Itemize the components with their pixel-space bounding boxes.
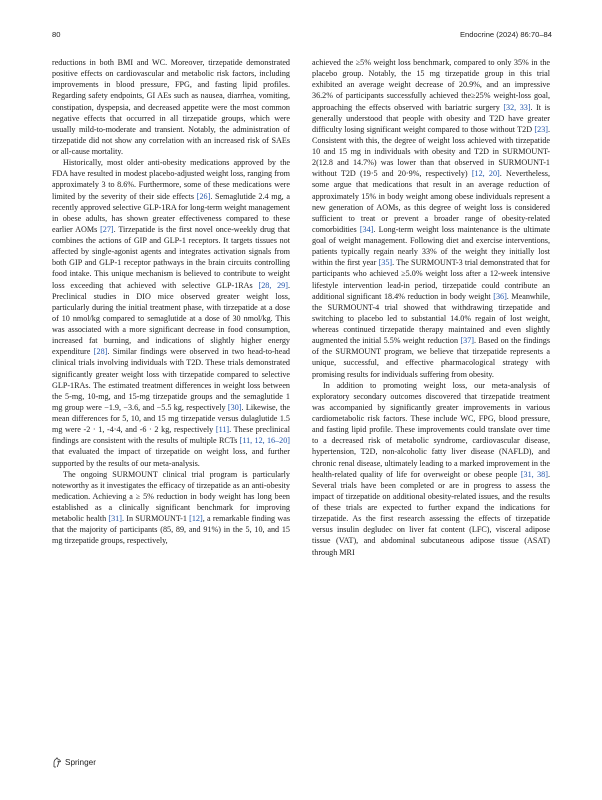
citation-link[interactable]: [26]	[196, 191, 211, 201]
citation-link[interactable]: [23]	[534, 124, 548, 134]
citation-link[interactable]: [11, 12, 16–20]	[239, 436, 291, 446]
left-text-column	[52, 57, 290, 547]
citation-link[interactable]: [11]	[215, 425, 230, 435]
paragraph	[312, 380, 550, 558]
body-text: . Long-term weight loss maintenance is the ultimate goal of weight management. Following diet and exercise interventions, patients typically regain nearly 33% of the weight they initially lost within the first year	[312, 224, 551, 268]
body-text: . Semaglutide 2.4 mg, a recently approved selective GLP-1RA for long-term weight management in obese adults, has shown greater effectiveness compared to these earlier AOMs	[52, 191, 290, 234]
body-text: . Meanwhile, the SURMOUNT-4 trial showed that withdrawing tirzepatide and switching to placebo led to substantial 14.0% regain of lost weight, whereas continued tirzepatide therapy maintained and even slightly augmented the initial 5.5% weight reduction	[312, 291, 550, 346]
page-footer	[52, 757, 96, 768]
citation-link[interactable]: [27]	[100, 224, 114, 234]
citation-link[interactable]: [37]	[460, 336, 474, 346]
publisher-name: Springer	[65, 758, 96, 767]
body-text: achieved the ≥5% weight loss benchmark, compared to only 35% in the placebo group. Notably, the 15 mg tirzepatide group in this trial exhibited an average weight decrease of 20.9%, and an impressive 36.2% of participants successfully achieved the≥25% weight-loss goal, approaching the effects observed with bariatric surgery	[312, 58, 550, 112]
body-text: reductions in both BMI and WC. Moreover, tirzepatide demonstrated positive effects on cardiovascular and metabolic risk factors, including improvements in blood pressure, FPG, and fasting lipid profiles. Regarding safety endpoints, GI AEs such as nausea, diarrhea, vomiting, constipation, dyspepsia, and decreased appetite were the most common negative effects that occurred in all tirzepatide groups, which were usually mild-to-moderate and transient. Notably, the administration of tirzepatide did not show any correlation with an increased risk of SAEs or all-cause mortality.	[52, 58, 290, 156]
paragraph	[52, 57, 290, 157]
body-text: The ongoing SURMOUNT clinical trial program is particularly noteworthy as it investigates the efficacy of tirzepatide as an anti-obesity medication. Achieving a ≥ 5% reduction in body weight has long been established as a clinically significant benchmark for improving metabolic health	[52, 469, 290, 524]
body-text: . Tirzepatide is the first novel once-weekly drug that combines the actions of GIP and GLP-1 receptors. It targets tissues not affected by single-agonist agents and integrates activation signals from both GIP and GLP-1 receptor pathways in the brain circuits controlling food intake. This unique mechanism is believed to contribute to weight loss exceeding that achieved with selective GLP-1RAs	[52, 224, 290, 290]
citation-link[interactable]: [35]	[378, 258, 393, 268]
citation-link[interactable]: [36]	[493, 291, 507, 301]
springer-horse-icon	[52, 757, 62, 768]
paragraph	[52, 469, 290, 547]
journal-reference: Endocrine (2024) 86:70–84	[459, 30, 552, 39]
body-text: . Likewise, the mean differences for 5, 10, and 15 mg tirzepatide versus dulaglutide 1.5 mg were -2 · 1, -4·4, and -6 · 2 kg, respectively	[52, 402, 290, 435]
right-text-column	[312, 57, 550, 558]
citation-link[interactable]: [28]	[93, 347, 108, 357]
body-text: that evaluated the impact of tirzepatide on weight loss, and further supported by the results of our meta-analysis.	[52, 447, 290, 468]
body-text: , a remarkable finding was that the majority of participants (85, 89, and 91%) in the 5, 10, and 15 mg tirzepatide groups, respectively,	[52, 514, 290, 546]
body-text: . It is generally understood that people with obesity and T2D have greater difficulty losing significant weight compared to those without T2D	[312, 102, 550, 134]
citation-link[interactable]: [34]	[359, 224, 374, 234]
citation-link[interactable]: [28, 29]	[258, 280, 288, 290]
body-text: . Nevertheless, some argue that medications that result in an average reduction of approximately 15% in body weight among obese individuals represent a new generation of AOMs, as this degree of weight loss is considered sufficient to treat or prevent a broader range of obesity-related comorbidities	[312, 169, 550, 234]
citation-link[interactable]: [12, 20]	[471, 169, 500, 179]
body-text: . Similar findings were observed in two head-to-head clinical trials involving individuals with T2D. These trials demonstrated significantly greater weight loss with tirzepatide compared to selective GLP-1RAs. The estimated treatment differences in weight loss between the 5-mg, 10-mg, and 15-mg tirzepatide groups and the semaglutide 1 mg group were −1.9, −3.6, and −5.5 kg, respectively	[52, 347, 290, 412]
body-text: . These preclinical findings are consistent with the results of multiple RCTs	[52, 425, 290, 446]
body-text: . Several trials have been completed or are in progress to assess the impact of tirzepatide on additional obesity-related issues, and the results of these trials are expected to further expand the indications for tirzepatide. As the first research assessing the effects of tirzepatide versus insulin degludec on liver fat content (LFC), visceral adipose tissue (VAT), and abdominal subcutaneous adipose tissue (ASAT) through MRI	[312, 469, 550, 557]
body-text: . Consistent with this, the degree of weight loss achieved with tirzepatide 10 and 15 mg in individuals with obesity and T2D in SURMOUNT-2(12.8 and 14.7%) was lower than that observed in SURMOUNT-1 without T2D (19·5 and 20·9%, respectively)	[312, 124, 550, 179]
citation-link[interactable]: [31, 38]	[520, 469, 548, 479]
body-text: Historically, most older anti-obesity medications approved by the FDA have resulted in modest placebo-adjusted weight loss, ranging from approximately 3 to 8.6%. Furthermore, some of these medications were limited by the severity of their side effects	[52, 158, 290, 201]
paragraph	[52, 157, 290, 469]
body-text: . Based on the findings of the SURMOUNT program, we believe that tirzepatide represents a unique, successful, and effective pharmacological strategy with promising results for individuals suffering from obesity.	[312, 336, 551, 379]
body-text: In addition to promoting weight loss, our meta-analysis of exploratory secondary outcomes discovered that tirzepatide treatment was accompanied by significantly greater improvements in various cardiometabolic risk factors. These include WC, FPG, blood pressure, and fasting lipid profile. These improvements could translate over time to a decreased risk of metabolic syndrome, cardiovascular disease, hypertension, T2D, non-alcoholic fatty liver disease (NAFLD), and chronic renal disease, ultimately leading to a marked improvement in the health-related quality of life for overweight or obese people	[312, 380, 550, 479]
citation-link[interactable]: [32, 33]	[503, 102, 531, 112]
body-text: . The SURMOUNT-3 trial demonstrated that for participants who achieved ≥5.0% weight loss after a 12-week intensive lifestyle intervention lead-in period, tirzepatide could contribute an additional significant 18.4% reduction in body weight	[312, 258, 550, 301]
citation-link[interactable]: [31]	[108, 514, 122, 524]
body-text: . In SURMOUNT-1	[121, 514, 190, 524]
paragraph	[312, 57, 550, 380]
page-number: 80	[52, 30, 61, 39]
page-header	[52, 30, 552, 44]
body-text: . Preclinical studies in DIO mice observed greater weight loss, particularly during the initial treatment phase, with tirzepatide at a dose of 10 nmol/kg compared to semaglutide at a dose of 30 nmol/kg. This was associated with a more significant decrease in food consumption, increased fat burning, and indications of slightly higher energy expenditure	[52, 280, 290, 357]
citation-link[interactable]: [30]	[227, 402, 242, 412]
citation-link[interactable]: [12]	[189, 514, 203, 524]
